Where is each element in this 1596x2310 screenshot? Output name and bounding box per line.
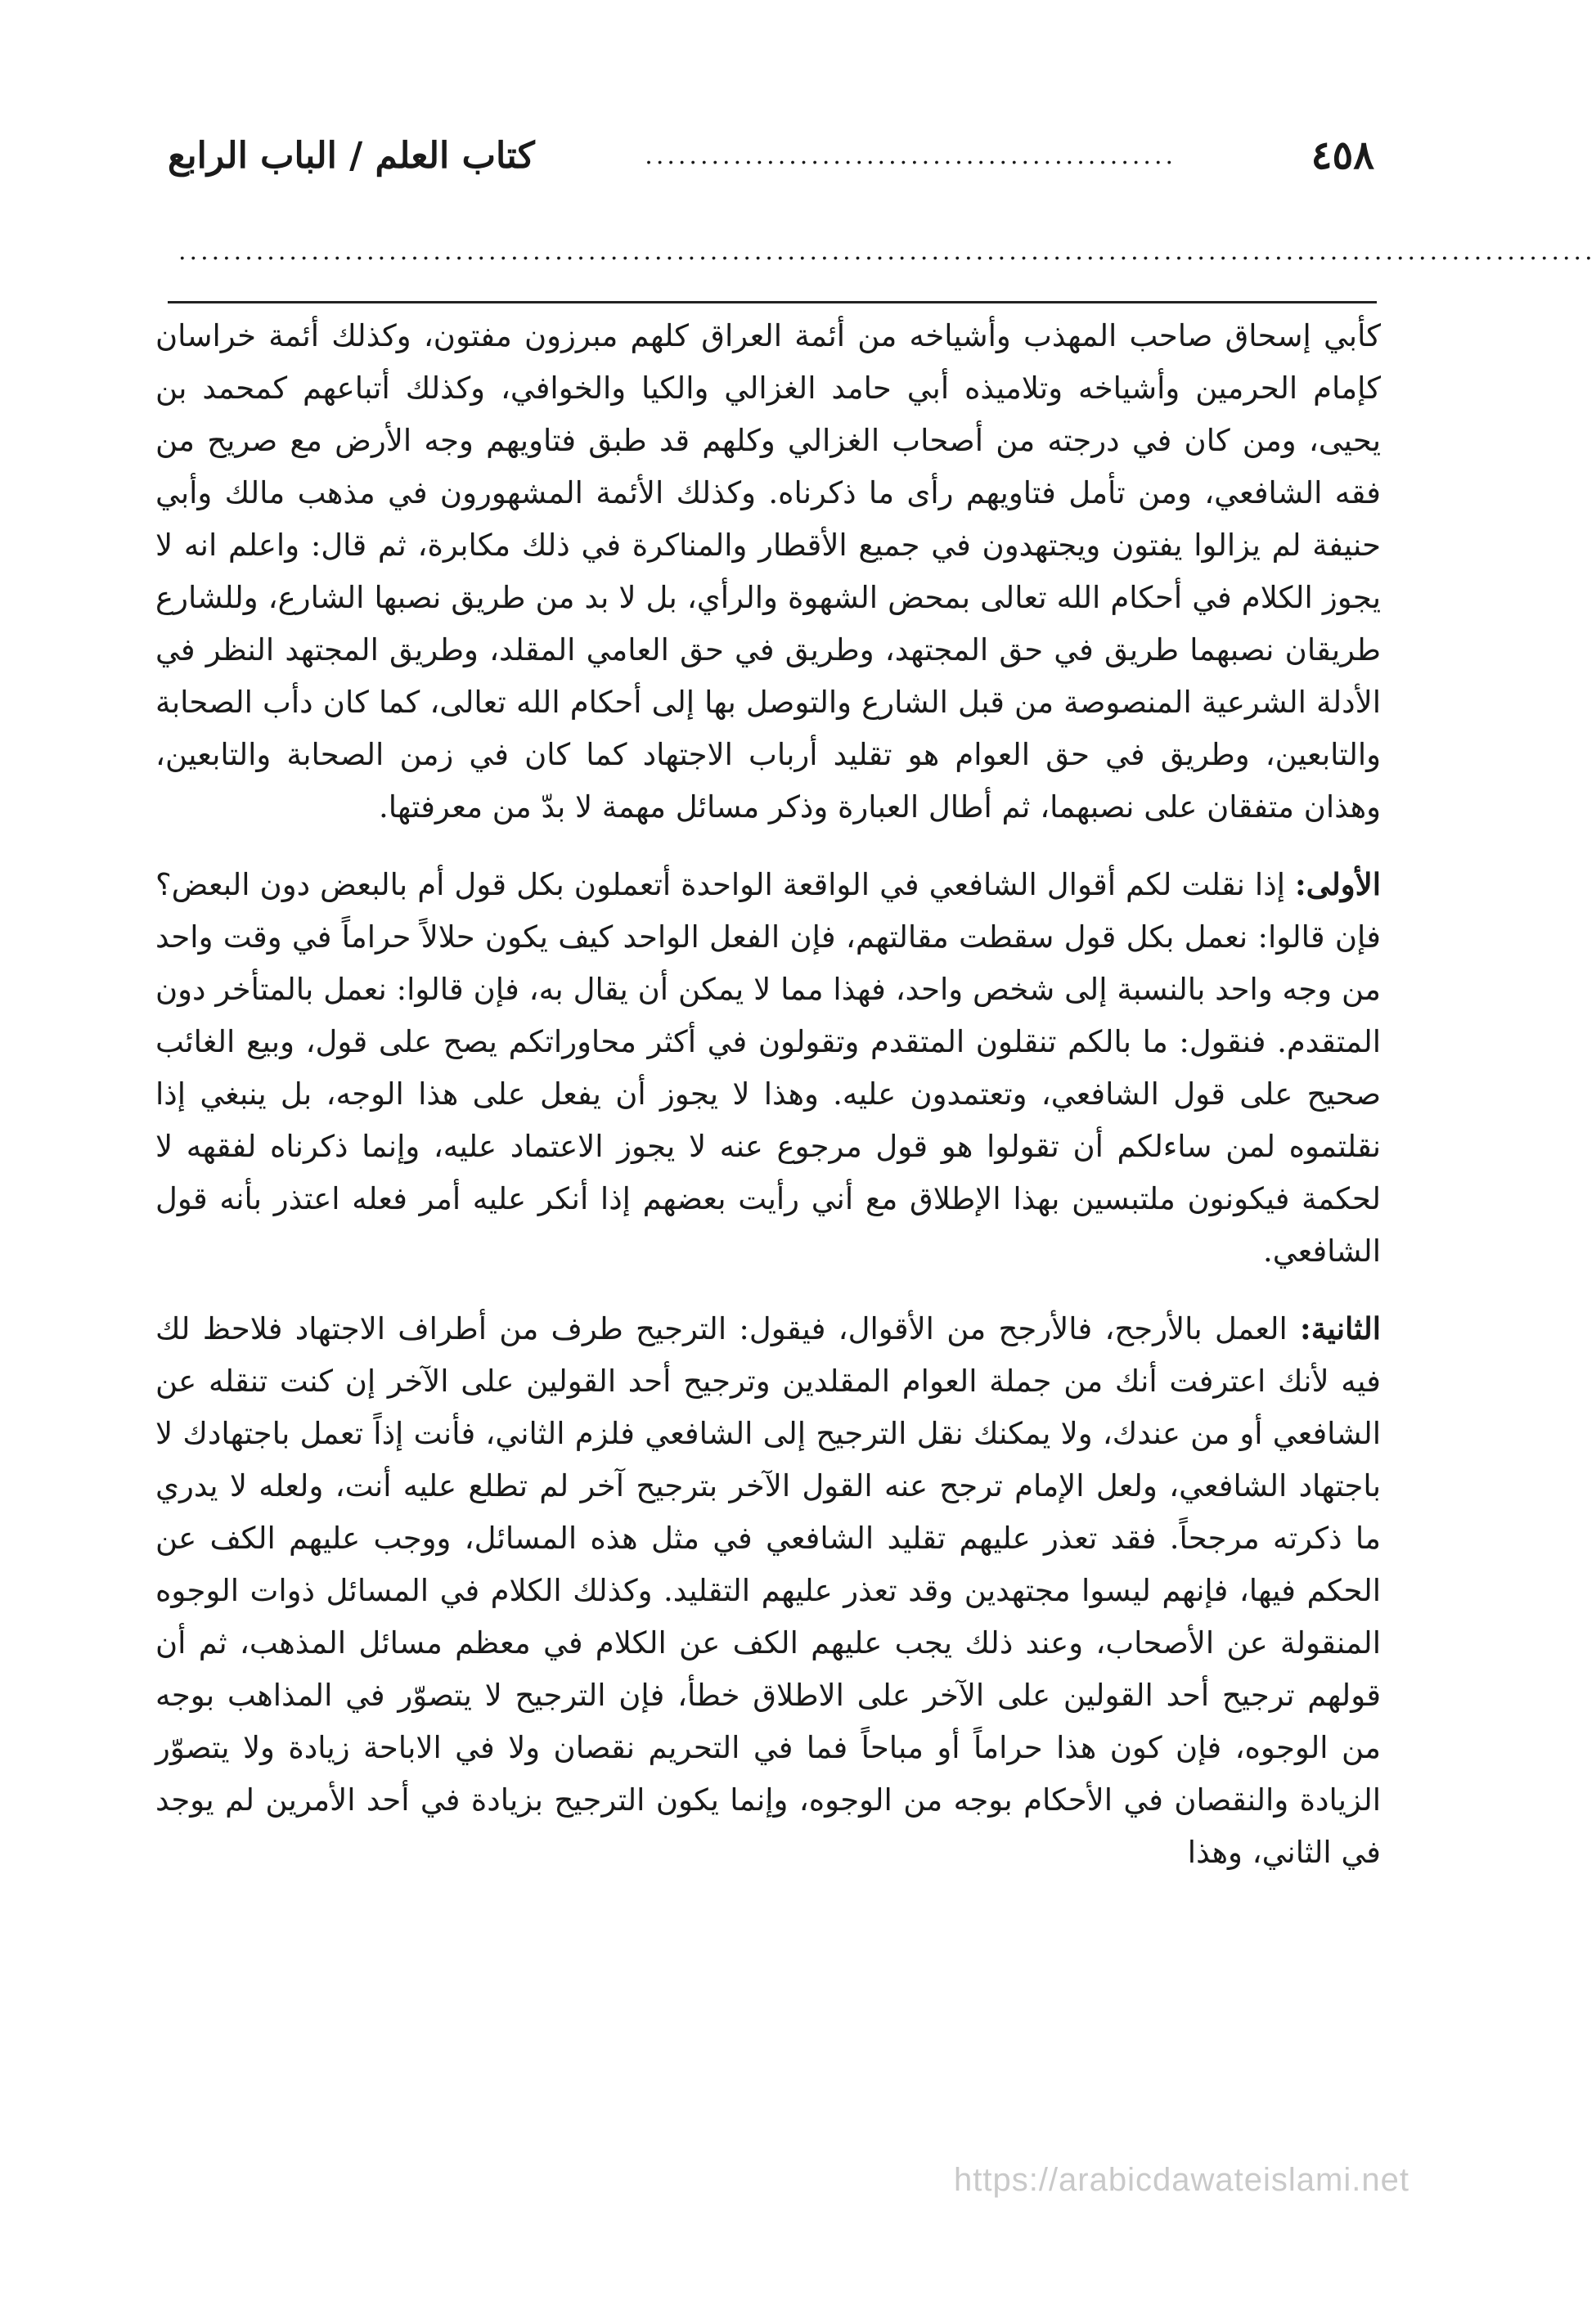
dotted-separator: ................................................................................................................................ xyxy=(178,237,1596,266)
paragraph-lead: الثانية: xyxy=(1300,1310,1381,1346)
paragraph-text: كأبي إسحاق صاحب المهذب وأشياخه من أئمة العراق كلهم مبرزون مفتون، وكذلك أئمة خراسان كإمام الحرمين وأشياخه وتلاميذه أبي حامد الغزالي والكيا والخوافي، وكذلك أتباعهم كمحمد بن يحيى، ومن كان في درجته من أصحاب الغزالي وكلهم قد طبق فتاويهم وجه الأرض مع صريح من فقه الشافعي، ومن تأمل فتاويهم رأى ما ذكرناه. وكذلك الأئمة المشهورون في مذهب مالك وأبي حنيفة لم يزالوا يفتون ويجتهدون في جميع الأقطار والمناكرة في ذلك مكابرة، ثم قال: واعلم انه لا يجوز الكلام في أحكام الله تعالى بمحض الشهوة والرأي، بل لا بد من طريق نصبها الشارع، وللشارع طريقان نصبهما طريق في حق المجتهد، وطريق في حق العامي المقلد، وطريق المجتهد النظر في الأدلة الشرعية المنصوصة من قبل الشارع والتوصل بها إلى أحكام الله تعالى، كما كان دأب الصحابة والتابعين، وطريق في حق العوام هو تقليد أرباب الاجتهاد كما كان في زمن الصحابة والتابعين، وهذان متفقان على نصبهما، ثم أطال العبارة وذكر مسائل مهمة لا بدّ من معرفتها. xyxy=(155,318,1381,825)
watermark-url: https://arabicdawateislami.net xyxy=(954,2162,1409,2198)
paragraph-text: العمل بالأرجح، فالأرجح من الأقوال، فيقول: الترجيح طرف من أطراف الاجتهاد فلاحظ لك فيه لأنك اعترفت أنك من جملة العوام المقلدين وترجيح أحد القولين على الآخر إن كنت تنقله عن الشافعي أو من عندك، ولا يمكنك نقل الترجيح إلى الشافعي فلزم الثاني، فأنت إذاً تعمل باجتهادك لا باجتهاد الشافعي، ولعل الإمام ترجح عنه القول الآخر بترجيح آخر لم تطلع عليه أنت، ولعله لا يدري ما ذكرته مرجحاً. فقد تعذر عليهم تقليد الشافعي في مثل هذه المسائل، ووجب عليهم الكف عن الحكم فيها، فإنهم ليسوا مجتهدين وقد تعذر عليهم التقليد. وكذلك الكلام في المسائل ذوات الوجوه المنقولة عن الأصحاب، وعند ذلك يجب عليهم الكف عن الكلام في معظم مسائل المذهب، ثم أن قولهم ترجيح أحد القولين على الآخر على الاطلاق خطأ، فإن الترجيح لا يتصوّر في المذاهب بوجه من الوجوه، فإن كون هذا حراماً أو مباحاً فما في التحريم نقصان ولا في الاباحة زيادة ولا يتصوّر الزيادة والنقصان في الأحكام بوجه من الوجوه، وإنما يكون الترجيح بزيادة في أحد الأمرين لم يوجد في الثاني، وهذا xyxy=(155,1311,1381,1870)
running-header xyxy=(168,123,1374,188)
paragraph-first-issue xyxy=(155,858,1381,1278)
paragraph-intro xyxy=(155,309,1381,834)
paragraph-text: إذا نقلت لكم أقوال الشافعي في الواقعة الواحدة أتعملون بكل قول أم بالبعض دون البعض؟ فإن قالوا: نعمل بكل قول سقطت مقالتهم، فإن الفعل الواحد كيف يكون حلالاً حراماً في وقت واحد من وجه واحد بالنسبة إلى شخص واحد، فهذا مما لا يمكن أن يقال به، فإن قالوا: نعمل بالمتأخر دون المتقدم. فنقول: ما بالكم تنقلون المتقدم وتقولون في أكثر محاوراتكم يصح على قول، وبيع الغائب صحيح على قول الشافعي، وتعتمدون عليه. وهذا لا يجوز أن يفعل على هذا الوجه، بل ينبغي إذا نقلتموه لمن ساءلكم أن تقولوا هو قول مرجوع عنه لا يجوز الاعتماد عليه، وإنما ذكرناه لفقهه لا لحكمة فيكونون ملتبسين بهذا الإطلاق مع أني رأيت بعضهم إذا أنكر عليه أمر فعله اعتذر بأنه قول الشافعي. xyxy=(155,867,1381,1269)
page-body xyxy=(155,309,1381,1879)
page-number: ٤٥٨ xyxy=(1311,133,1374,178)
paragraph-second-issue xyxy=(155,1302,1381,1879)
running-title: كتاب العلم / الباب الرابع xyxy=(168,134,535,177)
header-dot-leader: ................................................ xyxy=(645,141,1177,170)
header-rule xyxy=(168,301,1377,303)
paragraph-lead: الأولى: xyxy=(1294,866,1382,902)
